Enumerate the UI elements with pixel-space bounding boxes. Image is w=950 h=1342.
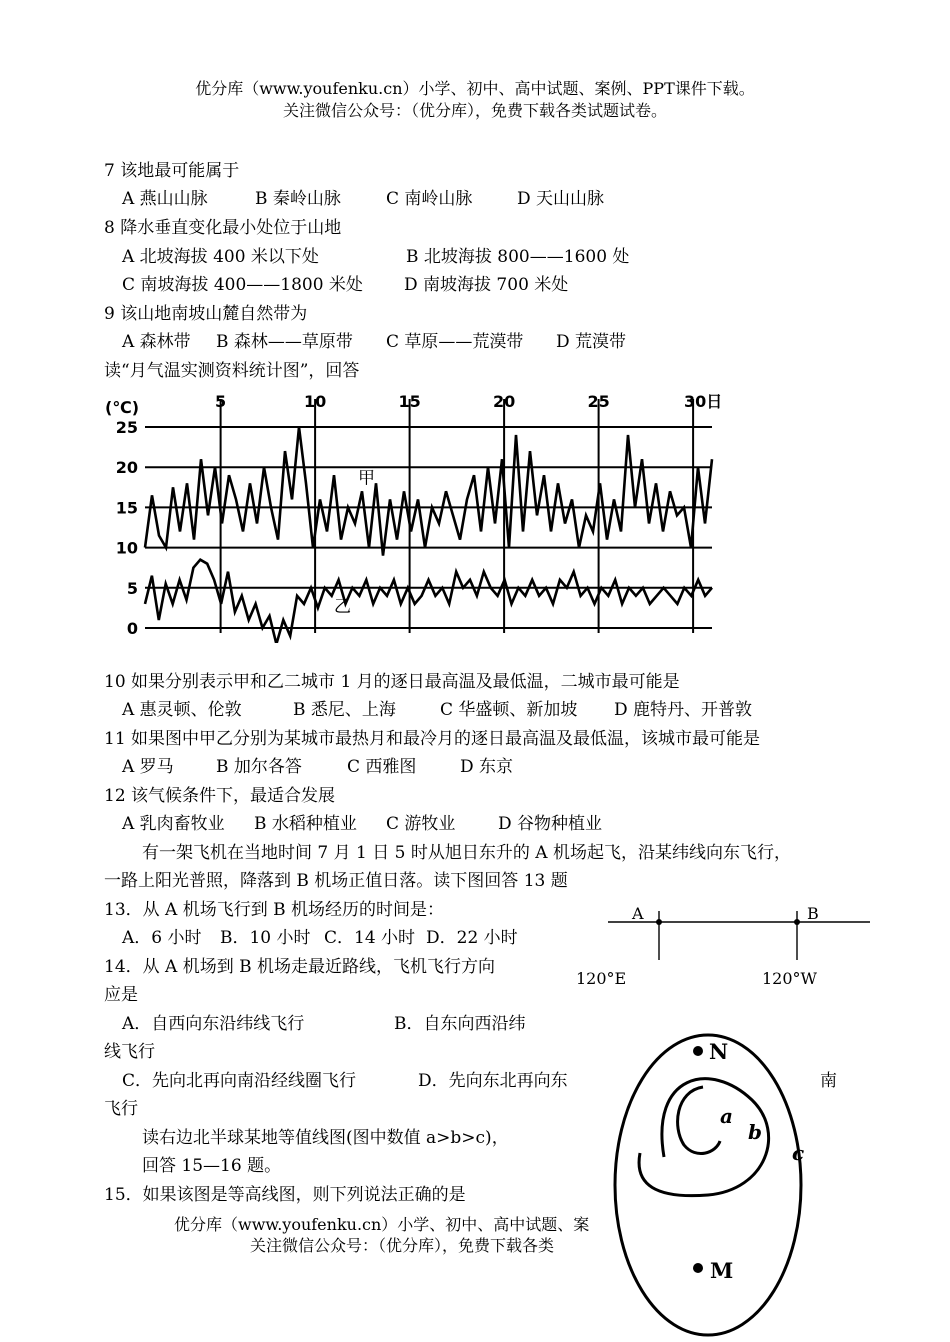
q8-option-d: D 南坡海拔 700 米处 xyxy=(404,275,569,295)
q11-option-b: B 加尔各答 xyxy=(216,757,302,777)
q9-option-c: C 草原——荒漠带 xyxy=(386,332,524,352)
q14-option-d-end: 飞行 xyxy=(104,1099,138,1119)
x-tick-label: 5 xyxy=(215,392,227,411)
point-n-dot xyxy=(693,1046,703,1056)
q9-option-d: D 荒漠带 xyxy=(556,332,627,352)
contour-intro-line-2: 回答 15—16 题。 xyxy=(142,1156,282,1176)
airport-b-dot xyxy=(794,919,800,925)
q12-option-b: B 水稻种植业 xyxy=(254,814,357,834)
x-tick-label: 15 xyxy=(398,392,421,411)
q7-option-d: D 天山山脉 xyxy=(517,189,605,209)
x-tick-label: 10 xyxy=(303,392,327,411)
y-tick-label: 0 xyxy=(126,619,138,638)
q13-option-a: A．6 小时 xyxy=(122,928,202,948)
q11-option-d: D 东京 xyxy=(460,757,514,777)
q7-option-c: C 南岭山脉 xyxy=(386,189,473,209)
contour-b-label: b xyxy=(748,1120,762,1144)
airport-a-label: A xyxy=(632,904,644,923)
airport-a-dot xyxy=(656,919,662,925)
contour-intro-line-1: 读右边北半球某地等值线图(图中数值 a>b>c)， xyxy=(142,1128,509,1148)
contour-a xyxy=(678,1087,720,1154)
q14-option-d: D．先向东北再向东 xyxy=(418,1071,568,1091)
footer-line-2: 关注微信公众号：（优分库），免费下载各类 xyxy=(250,1236,555,1255)
y-tick-label: 20 xyxy=(115,458,138,478)
contour-a-label: a xyxy=(720,1104,733,1128)
x-tick-label: 20 xyxy=(492,392,516,411)
point-m-label: M xyxy=(710,1258,734,1283)
footer-line-1: 优分库（www.youfenku.cn）小学、初中、高中试题、案 xyxy=(174,1215,590,1234)
contour-diagram xyxy=(600,1025,830,1342)
q7-option-b: B 秦岭山脉 xyxy=(255,189,341,209)
q10-stem: 10 如果分别表示甲和乙二城市 1 月的逐日最高温及最低温，二城市最可能是 xyxy=(104,672,680,692)
series-yi-line xyxy=(145,560,712,643)
q14-option-b-cont: 线飞行 xyxy=(104,1042,155,1062)
temperature-chart xyxy=(100,385,725,643)
q14-option-b: B．自东向西沿纬 xyxy=(394,1014,526,1034)
q13-option-b: B．10 小时 xyxy=(220,928,311,948)
q10-option-a: A 惠灵顿、伦敦 xyxy=(122,700,242,720)
y-tick-label: 25 xyxy=(115,418,138,437)
q8-option-c: C 南坡海拔 400——1800 米处 xyxy=(122,275,363,295)
q8-stem: 8 降水垂直变化最小处位于山地 xyxy=(104,218,342,238)
q10-option-b: B 悉尼、上海 xyxy=(293,700,396,720)
y-axis-label: (℃) xyxy=(105,398,139,417)
q7-option-a: A 燕山山脉 xyxy=(122,189,208,209)
point-n-label: N xyxy=(709,1039,729,1064)
y-tick-label: 15 xyxy=(115,498,138,518)
q14-option-c: C．先向北再向南沿经线圈飞行 xyxy=(122,1071,357,1091)
q14-option-a: A．自西向东沿纬线飞行 xyxy=(122,1014,305,1034)
q11-option-a: A 罗马 xyxy=(122,757,174,777)
q12-option-a: A 乳肉畜牧业 xyxy=(122,814,225,834)
q9-stem: 9 该山地南坡山麓自然带为 xyxy=(104,304,308,324)
flight-intro-line-2: 一路上阳光普照，降落到 B 机场正值日落。读下图回答 13 题 xyxy=(104,871,568,891)
longitude-b-label: 120°W xyxy=(762,969,817,988)
q8-option-b: B 北坡海拔 800——1600 处 xyxy=(406,247,630,267)
q14-option-d-cont: 南 xyxy=(820,1071,837,1091)
chart-intro: 读“月气温实测资料统计图”，回答 xyxy=(104,361,360,381)
q10-option-c: C 华盛顿、新加坡 xyxy=(440,700,578,720)
point-m-dot xyxy=(693,1263,703,1273)
q13-option-c: C．14 小时 xyxy=(324,928,416,948)
series-jia-label: 甲 xyxy=(358,468,375,489)
q13-stem: 13．从 A 机场飞行到 B 机场经历的时间是： xyxy=(104,900,445,920)
header-line-2: 关注微信公众号：（优分库），免费下载各类试题试卷。 xyxy=(282,101,667,120)
header-line-1: 优分库（www.youfenku.cn）小学、初中、高中试题、案例、PPT课件下载。 xyxy=(195,79,755,98)
q8-option-a: A 北坡海拔 400 米以下处 xyxy=(122,247,319,267)
flight-intro-line-1: 有一架飞机在当地时间 7 月 1 日 5 时从旭日东升的 A 机场起飞，沿某纬线向东飞行， xyxy=(142,843,791,863)
q15-stem: 15．如果该图是等高线图，则下列说法正确的是 xyxy=(104,1185,466,1205)
contour-c-label: c xyxy=(792,1141,805,1165)
q10-option-d: D 鹿特丹、开普敦 xyxy=(614,700,753,720)
q9-option-a: A 森林带 xyxy=(122,332,191,352)
q14-stem-line-2: 应是 xyxy=(104,985,138,1005)
x-tick-label: 25 xyxy=(587,392,610,411)
y-tick-label: 5 xyxy=(126,578,138,598)
series-jia-line xyxy=(145,427,712,556)
q12-stem: 12 该气候条件下，最适合发展 xyxy=(104,786,336,806)
longitude-a-label: 120°E xyxy=(576,969,627,988)
x-tick-label: 30日 xyxy=(683,392,723,411)
q12-option-c: C 游牧业 xyxy=(386,814,456,834)
q12-option-d: D 谷物种植业 xyxy=(498,814,603,834)
q13-option-d: D．22 小时 xyxy=(426,928,518,948)
q7-stem: 7 该地最可能属于 xyxy=(104,161,240,181)
series-yi-label: 乙 xyxy=(334,596,351,617)
q14-stem-line-1: 14．从 A 机场到 B 机场走最近路线，飞机飞行方向 xyxy=(104,957,496,977)
flight-diagram xyxy=(570,898,880,998)
y-tick-label: 10 xyxy=(115,538,138,558)
airport-b-label: B xyxy=(807,904,819,923)
q9-option-b: B 森林——草原带 xyxy=(216,332,353,352)
q11-stem: 11 如果图中甲乙分别为某城市最热月和最冷月的逐日最高温及最低温，该城市最可能是 xyxy=(104,729,761,749)
q11-option-c: C 西雅图 xyxy=(347,757,417,777)
